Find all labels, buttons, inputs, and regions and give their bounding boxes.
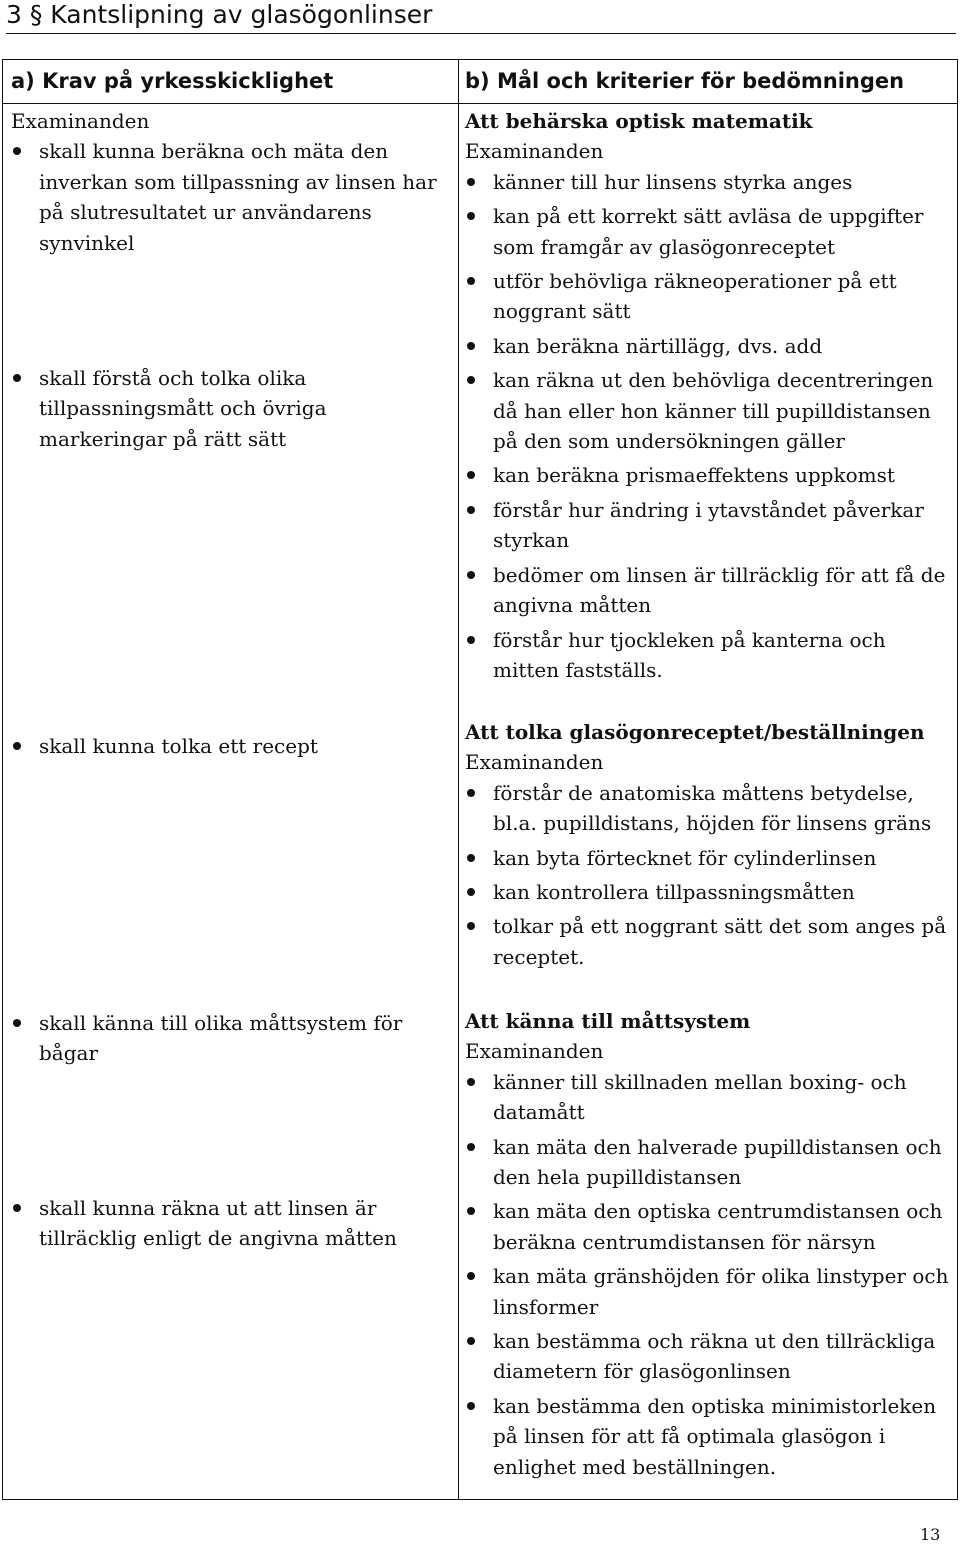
list-item-text: skall kunna tolka ett recept bbox=[39, 734, 318, 758]
section-intro: Examinanden bbox=[465, 1039, 604, 1064]
list-item-text: skall kunna beräkna och mäta den inverkan som tillpassning av linsen har på slutresultatet ur användarens synvinkel bbox=[39, 139, 437, 255]
list-item-text: kan kontrollera tillpassningsmåtten bbox=[493, 880, 855, 905]
list-item-text: kan byta förtecknet för cylinderlinsen bbox=[493, 845, 877, 870]
col-a-group-4 bbox=[11, 1008, 451, 1073]
list-item bbox=[465, 1261, 955, 1322]
bullet-icon bbox=[467, 789, 475, 797]
list-item-text: förstår de anatomiska måttens betydelse, bl.a. pupilldistans, höjden för linsens gräns bbox=[493, 780, 932, 836]
bullet-icon bbox=[467, 1207, 475, 1215]
list-item-text: kan bestämma den optiska minimistorleken på linsen för att få optimala glasögon i enlighet med beställningen. bbox=[493, 1393, 937, 1479]
list-item bbox=[465, 625, 955, 686]
list-item-text: kan mäta den halverade pupilldistansen och den hela pupilldistansen bbox=[493, 1134, 942, 1190]
list-item bbox=[465, 1132, 955, 1193]
col-a-group-2 bbox=[11, 363, 451, 458]
list-item bbox=[465, 331, 955, 361]
list-item bbox=[465, 201, 955, 262]
list-item bbox=[465, 167, 955, 197]
list-item bbox=[465, 1067, 955, 1128]
list-item-text: kan beräkna närtillägg, dvs. add bbox=[493, 333, 823, 358]
list-item-text: förstår hur ändring i ytavståndet påverkar styrkan bbox=[493, 497, 924, 553]
list-item-text: skall kunna räkna ut att linsen är tillräcklig enligt de angivna måtten bbox=[39, 1196, 397, 1251]
page-number: 13 bbox=[920, 1525, 941, 1544]
list-item bbox=[11, 1008, 451, 1069]
col-a-group-5 bbox=[11, 1193, 451, 1258]
bullet-icon bbox=[13, 1019, 21, 1027]
col-a-intro: Examinanden bbox=[11, 109, 150, 133]
bullet-icon bbox=[467, 1143, 475, 1151]
header-row-divider bbox=[3, 103, 957, 104]
section-heading: Att behärska optisk matematik bbox=[465, 109, 813, 133]
list-item bbox=[465, 495, 955, 556]
list-item-text: kan räkna ut den behövliga decentreringen då han eller hon känner till pupilldistansen på den som undersökningen gäller bbox=[493, 368, 934, 454]
section-heading: Att tolka glasögonreceptet/beställningen bbox=[465, 720, 925, 744]
bullet-icon bbox=[467, 571, 475, 579]
bullet-icon bbox=[467, 1402, 475, 1410]
bullet-icon bbox=[467, 376, 475, 384]
list-item-text: förstår hur tjockleken på kanterna och mitten fastställs. bbox=[493, 627, 886, 682]
column-b-header: b) Mål och kriterier för bedömningen bbox=[465, 69, 905, 93]
list-item-text: kan beräkna prismaeffektens uppkomst bbox=[493, 463, 895, 488]
list-item bbox=[465, 1326, 955, 1387]
col-a-group-3 bbox=[11, 731, 451, 765]
col-b-section-mattsystem bbox=[465, 1006, 955, 1486]
list-item bbox=[465, 266, 955, 327]
bullet-icon bbox=[13, 147, 21, 155]
list-item bbox=[465, 460, 955, 490]
bullet-icon bbox=[467, 1337, 475, 1345]
list-item-text: kan på ett korrekt sätt avläsa de uppgifter som framgår av glasögonreceptet bbox=[493, 204, 924, 259]
list-item bbox=[465, 1391, 955, 1482]
list-item-text: skall känna till olika måttsystem för bågar bbox=[39, 1011, 403, 1066]
list-item bbox=[465, 843, 955, 873]
bullet-icon bbox=[467, 212, 475, 220]
list-item-text: utför behövliga räkneoperationer på ett noggrant sätt bbox=[493, 269, 897, 324]
criteria-table bbox=[2, 59, 958, 1500]
list-item-text: bedömer om linsen är tillräcklig för att få de angivna måtten bbox=[493, 562, 946, 618]
list-item bbox=[465, 560, 955, 621]
list-item bbox=[465, 778, 955, 839]
bullet-icon bbox=[467, 506, 475, 514]
bullet-icon bbox=[467, 471, 475, 479]
column-a-header: a) Krav på yrkesskicklighet bbox=[11, 69, 334, 93]
list-item bbox=[465, 1196, 955, 1257]
list-item-text: kan mäta gränshöjden för olika linstyper och linsformer bbox=[493, 1264, 949, 1319]
bullet-icon bbox=[467, 1272, 475, 1280]
list-item bbox=[11, 1193, 451, 1254]
section-intro: Examinanden bbox=[465, 750, 604, 775]
bullet-icon bbox=[13, 374, 21, 382]
list-item bbox=[465, 365, 955, 456]
section-heading: Att känna till måttsystem bbox=[465, 1009, 751, 1033]
list-item-text: kan mäta den optiska centrumdistansen och beräkna centrumdistansen för närsyn bbox=[493, 1199, 943, 1254]
column-divider bbox=[458, 60, 459, 1499]
list-item-text: känner till hur linsens styrka anges bbox=[493, 169, 853, 194]
section-intro: Examinanden bbox=[465, 139, 604, 164]
col-b-section-glasogonreceptet bbox=[465, 717, 955, 976]
bullet-icon bbox=[467, 1078, 475, 1086]
list-item-text: tolkar på ett noggrant sätt det som anges på receptet. bbox=[493, 914, 947, 969]
bullet-icon bbox=[467, 178, 475, 186]
list-item-text: kan bestämma och räkna ut den tillräckliga diametern för glasögonlinsen bbox=[493, 1329, 936, 1384]
list-item bbox=[11, 363, 451, 454]
col-a-group-1 bbox=[11, 106, 451, 262]
page-heading: 3 § Kantslipning av glasögonlinser bbox=[6, 0, 956, 34]
list-item-text: känner till skillnaden mellan boxing- och datamått bbox=[493, 1069, 907, 1125]
bullet-icon bbox=[13, 742, 21, 750]
list-item bbox=[11, 731, 451, 761]
list-item bbox=[465, 877, 955, 907]
bullet-icon bbox=[13, 1204, 21, 1212]
bullet-icon bbox=[467, 342, 475, 350]
bullet-icon bbox=[467, 277, 475, 285]
bullet-icon bbox=[467, 636, 475, 644]
list-item bbox=[11, 136, 451, 258]
list-item-text: skall förstå och tolka olika tillpassningsmått och övriga markeringar på rätt sätt bbox=[39, 366, 327, 451]
bullet-icon bbox=[467, 888, 475, 896]
col-b-section-optisk-matematik bbox=[465, 106, 955, 689]
bullet-icon bbox=[467, 922, 475, 930]
bullet-icon bbox=[467, 854, 475, 862]
list-item bbox=[465, 911, 955, 972]
